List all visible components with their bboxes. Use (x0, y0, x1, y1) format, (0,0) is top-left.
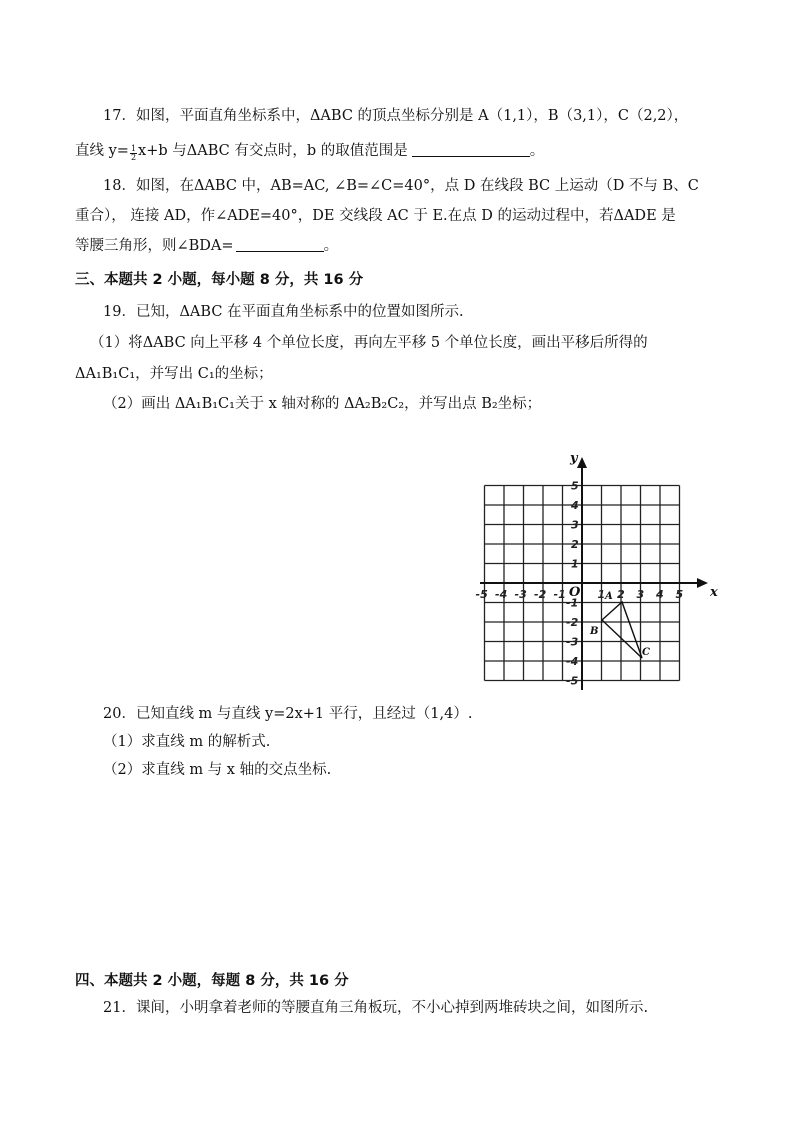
q18-line2: 重合）， 连接 AD，作∠ADE=40°，DE 交线段 AC 于 E.在点 D 的运动过程中，若ΔADE 是 (75, 208, 676, 224)
fraction-one-half (130, 145, 137, 162)
y-tick-label: -4 (566, 655, 579, 668)
q17-line-middle: x+b 与ΔABC 有交点时，b 的取值范围是 (138, 143, 408, 159)
q17-answer-blank[interactable] (412, 141, 530, 157)
q18-line1: 18．如图，在ΔABC 中，AB=AC, ∠B=∠C=40°，点 D 在线段 BC 上运动（D 不与 B、C (103, 178, 699, 194)
x-tick-label: 1 (597, 588, 606, 601)
x-tick-label: -5 (475, 588, 488, 601)
q21-line1: 21．课间，小明拿着老师的等腰直角三角板玩，不小心掉到两堆砖块之间，如图所示. (103, 1000, 649, 1016)
q20-line3: （2）求直线 m 与 x 轴的交点坐标. (103, 762, 332, 778)
section-3-heading: 三、本题共 2 小题，每小题 8 分，共 16 分 (75, 272, 364, 288)
origin-label: O (569, 585, 581, 600)
q19-line2: （1）将ΔABC 向上平移 4 个单位长度，再向左平移 5 个单位长度，画出平移后所得的 (90, 335, 648, 351)
y-tick-label: 1 (571, 557, 579, 571)
q20-line2: （1）求直线 m 的解析式. (103, 734, 271, 750)
y-tick-label: 4 (571, 499, 579, 512)
x-tick-label: 3 (636, 588, 645, 601)
x-tick-label: -2 (534, 588, 547, 601)
point-b-label: B (590, 626, 599, 637)
y-tick-label: -3 (566, 635, 579, 649)
fraction-numerator: 1 (130, 144, 137, 153)
q17-line2 (75, 141, 544, 162)
x-tick-label: 5 (675, 588, 684, 601)
y-tick-label: 2 (571, 538, 579, 551)
y-axis-label: y (570, 451, 578, 466)
q20-line1: 20．已知直线 m 与直线 y=2x+1 平行，且经过（1,4）. (103, 706, 473, 722)
x-tick-label: -1 (553, 588, 566, 601)
y-tick-label: -5 (566, 674, 579, 688)
q18-answer-blank[interactable] (236, 236, 324, 252)
q18-line-prefix: 等腰三角形，则∠BDA= (75, 238, 234, 254)
q18-line3 (75, 236, 338, 256)
figure-background (475, 445, 718, 695)
q18-line-end: 。 (323, 238, 339, 254)
q17-line1: 17．如图，平面直角坐标系中，ΔABC 的顶点坐标分别是 A（1,1），B（3,1），C（2,2）， (103, 108, 689, 124)
y-tick-label: 5 (571, 479, 579, 493)
y-tick-label: 3 (571, 518, 579, 532)
x-tick-label: 4 (656, 588, 664, 601)
q19-line4: （2）画出 ΔA₁B₁C₁关于 x 轴对称的 ΔA₂B₂C₂，并写出点 B₂坐标； (103, 396, 542, 412)
point-c-label: C (642, 647, 650, 658)
q17-line-prefix: 直线 y= (75, 143, 129, 159)
section-4-heading: 四、本题共 2 小题，每题 8 分，共 16 分 (75, 973, 349, 989)
coordinate-grid-figure (475, 445, 718, 695)
x-tick-label: -4 (495, 588, 508, 601)
fraction-denominator: 2 (130, 153, 137, 162)
q19-line3: ΔA₁B₁C₁，并写出 C₁的坐标； (75, 366, 273, 382)
y-tick-label: -1 (566, 596, 579, 610)
point-a-label: A (605, 591, 613, 602)
x-axis-label: x (710, 585, 718, 600)
x-tick-label: 2 (617, 588, 625, 601)
q19-line1: 19．已知，ΔABC 在平面直角坐标系中的位置如图所示. (103, 304, 464, 320)
q17-line-end: 。 (529, 143, 545, 159)
y-tick-label: -2 (566, 616, 579, 629)
x-tick-label: -3 (514, 588, 527, 601)
